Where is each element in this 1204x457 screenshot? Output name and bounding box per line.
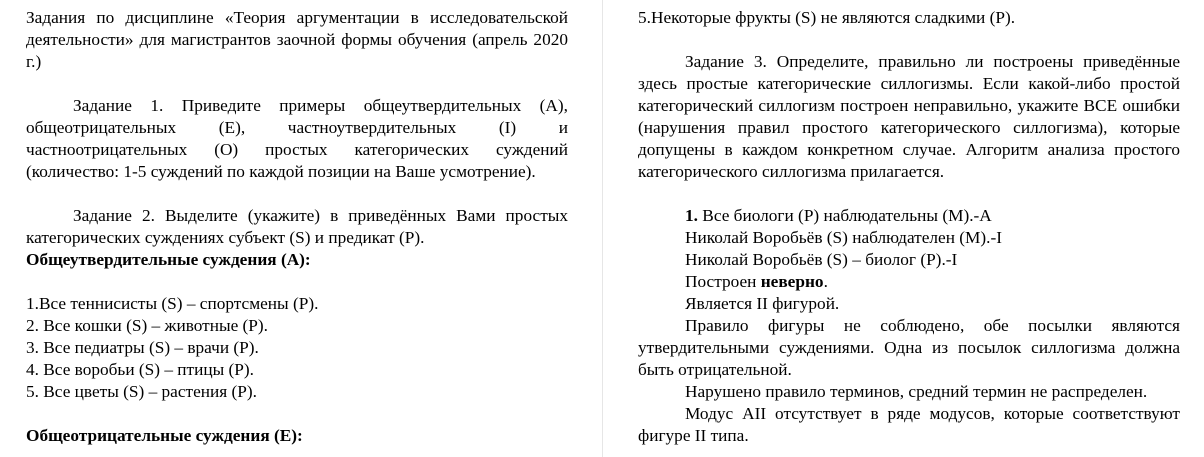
- right-column: [638, 7, 1180, 447]
- example-a-4: 4. Все воробьи (S) – птицы (P).: [26, 360, 254, 379]
- spacer: [26, 73, 568, 95]
- document-header: Задания по дисциплине «Теория аргументации в исследовательской деятельности» для магистрантов заочной формы обучения (апрель 2020 г.): [26, 8, 568, 71]
- example-a-5: 5. Все цветы (S) – растения (P).: [26, 382, 257, 401]
- task-2-paragraph: Задание 2. Выделите (укажите) в приведённых Вами простых категорических суждениях субъект (S) и предикат (P).: [26, 206, 568, 247]
- rule-terms-paragraph: Нарушено правило терминов, средний термин не распределен.: [685, 382, 1148, 401]
- spacer: [26, 271, 568, 293]
- section-heading-a: [26, 249, 568, 271]
- left-column: [26, 7, 568, 447]
- verdict-line: [638, 271, 1180, 293]
- task-3-paragraph: Задание 3. Определите, правильно ли построены приведённые здесь простые категорические силлогизмы. Если какой-либо простой категорический силлогизм построен неправильно, укажите ВСЕ ошибки (нарушения правил простого категорического силлогизма), которые допущены в каждом конкретном случае. Алгоритм анализа простого категорического силлогизма прилагается.: [638, 52, 1180, 181]
- spacer: [26, 183, 568, 205]
- spacer: [26, 403, 568, 425]
- syllogism-number: 1.: [685, 206, 698, 225]
- section-heading-a-text: Общеутвердительные суждения (А):: [26, 250, 311, 269]
- rule-figure-paragraph: Правило фигуры не соблюдено, обе посылки являются утвердительными суждениями. Одна из посылок силлогизма должна быть отрицательной.: [638, 316, 1180, 379]
- modus-paragraph: Модус AII отсутствует в ряде модусов, которые соответствуют фигуре II типа.: [638, 404, 1180, 445]
- verdict-prefix: Построен: [685, 272, 761, 291]
- example-a-3: 3. Все педиатры (S) – врачи (P).: [26, 338, 259, 357]
- verdict-suffix: .: [823, 272, 828, 291]
- spacer: [638, 29, 1180, 51]
- example-o-5: 5.Некоторые фрукты (S) не являются сладкими (P).: [638, 8, 1016, 27]
- syllogism-premise-minor: Николай Воробьёв (S) наблюдателен (М).-I: [685, 228, 1002, 247]
- example-a-2: 2. Все кошки (S) – животные (P).: [26, 316, 268, 335]
- figure-line: Является II фигурой.: [685, 294, 840, 313]
- section-heading-e-text: Общеотрицательные суждения (Е):: [26, 426, 303, 445]
- syllogism-premise-major: Все биологи (P) наблюдательны (М).-A: [697, 206, 992, 225]
- verdict-word: неверно: [760, 272, 824, 291]
- example-a-1: 1.Все теннисисты (S) – спортсмены (P).: [26, 294, 319, 313]
- task-1-paragraph: Задание 1. Приведите примеры общеутвердительных (А), общеотрицательных (Е), частноутвердительных (I) и частноотрицательных (О) простых категорических суждений (количество: 1-5 суждений по каждой позиции на Ваше усмотрение).: [26, 96, 568, 181]
- syllogism-line-1: [638, 205, 1180, 227]
- spacer: [638, 183, 1180, 205]
- page-divider: [602, 0, 603, 457]
- syllogism-conclusion: Николай Воробьёв (S) – биолог (P).-I: [685, 250, 958, 269]
- section-heading-e: [26, 425, 568, 447]
